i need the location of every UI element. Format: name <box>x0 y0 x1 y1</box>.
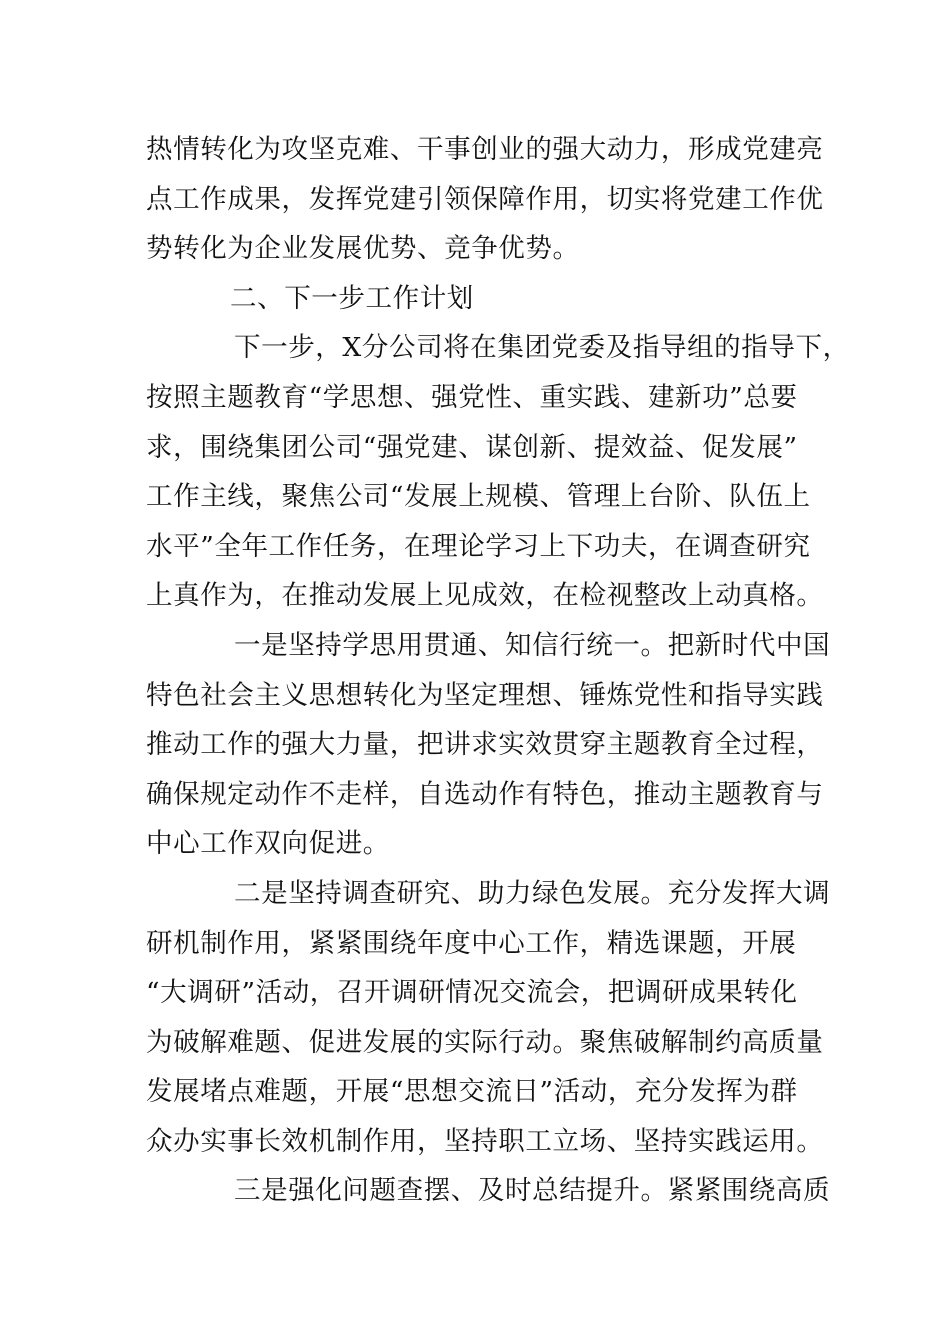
text-line: 势转化为企业发展优势、竞争优势。 <box>146 233 580 265</box>
paragraph-first-line: 下一步，X分公司将在集团党委及指导组的指导下， <box>234 332 850 364</box>
text-line: 求，围绕集团公司“强党建、谋创新、提效益、促发展” <box>146 431 798 463</box>
text-line: “大调研”活动，召开调研情况交流会，把调研成果转化 <box>146 977 798 1009</box>
text-line: 为破解难题、促进发展的实际行动。聚焦破解制约高质量 <box>146 1026 824 1058</box>
paragraph-first-line: 一是坚持学思用贯通、知信行统一。把新时代中国 <box>234 629 831 661</box>
text-line: 特色社会主义思想转化为坚定理想、锤炼党性和指导实践 <box>146 679 824 711</box>
text-line: 上真作为，在推动发展上见成效，在检视整改上动真格。 <box>146 580 824 612</box>
text-line: 推动工作的强大力量，把讲求实效贯穿主题教育全过程， <box>146 729 824 761</box>
text-line: 中心工作双向促进。 <box>146 828 390 860</box>
text-line: 发展堵点难题，开展“思想交流日”活动，充分发挥为群 <box>146 1076 798 1108</box>
text-line: 确保规定动作不走样，自选动作有特色，推动主题教育与 <box>146 778 824 810</box>
paragraph-first-line: 二是坚持调查研究、助力绿色发展。充分发挥大调 <box>234 877 831 909</box>
text-line: 按照主题教育“学思想、强党性、重实践、建新功”总要 <box>146 381 798 413</box>
text-line: 研机制作用，紧紧围绕年度中心工作，精选课题，开展 <box>146 927 797 959</box>
paragraph-first-line: 三是强化问题查摆、及时总结提升。紧紧围绕高质 <box>234 1175 831 1207</box>
text-line: 众办实事长效机制作用，坚持职工立场、坚持实践运用。 <box>146 1125 824 1157</box>
text-line: 点工作成果，发挥党建引领保障作用，切实将党建工作优 <box>146 183 824 215</box>
section-heading: 二、下一步工作计划 <box>230 282 474 314</box>
text-line: 水平”全年工作任务，在理论学习上下功夫，在调查研究 <box>146 530 811 562</box>
document-body <box>146 125 850 1216</box>
text-line: 热情转化为攻坚克难、干事创业的强大动力，形成党建亮 <box>146 134 824 165</box>
text-line: 工作主线，聚焦公司“发展上规模、管理上台阶、队伍上 <box>146 481 811 513</box>
